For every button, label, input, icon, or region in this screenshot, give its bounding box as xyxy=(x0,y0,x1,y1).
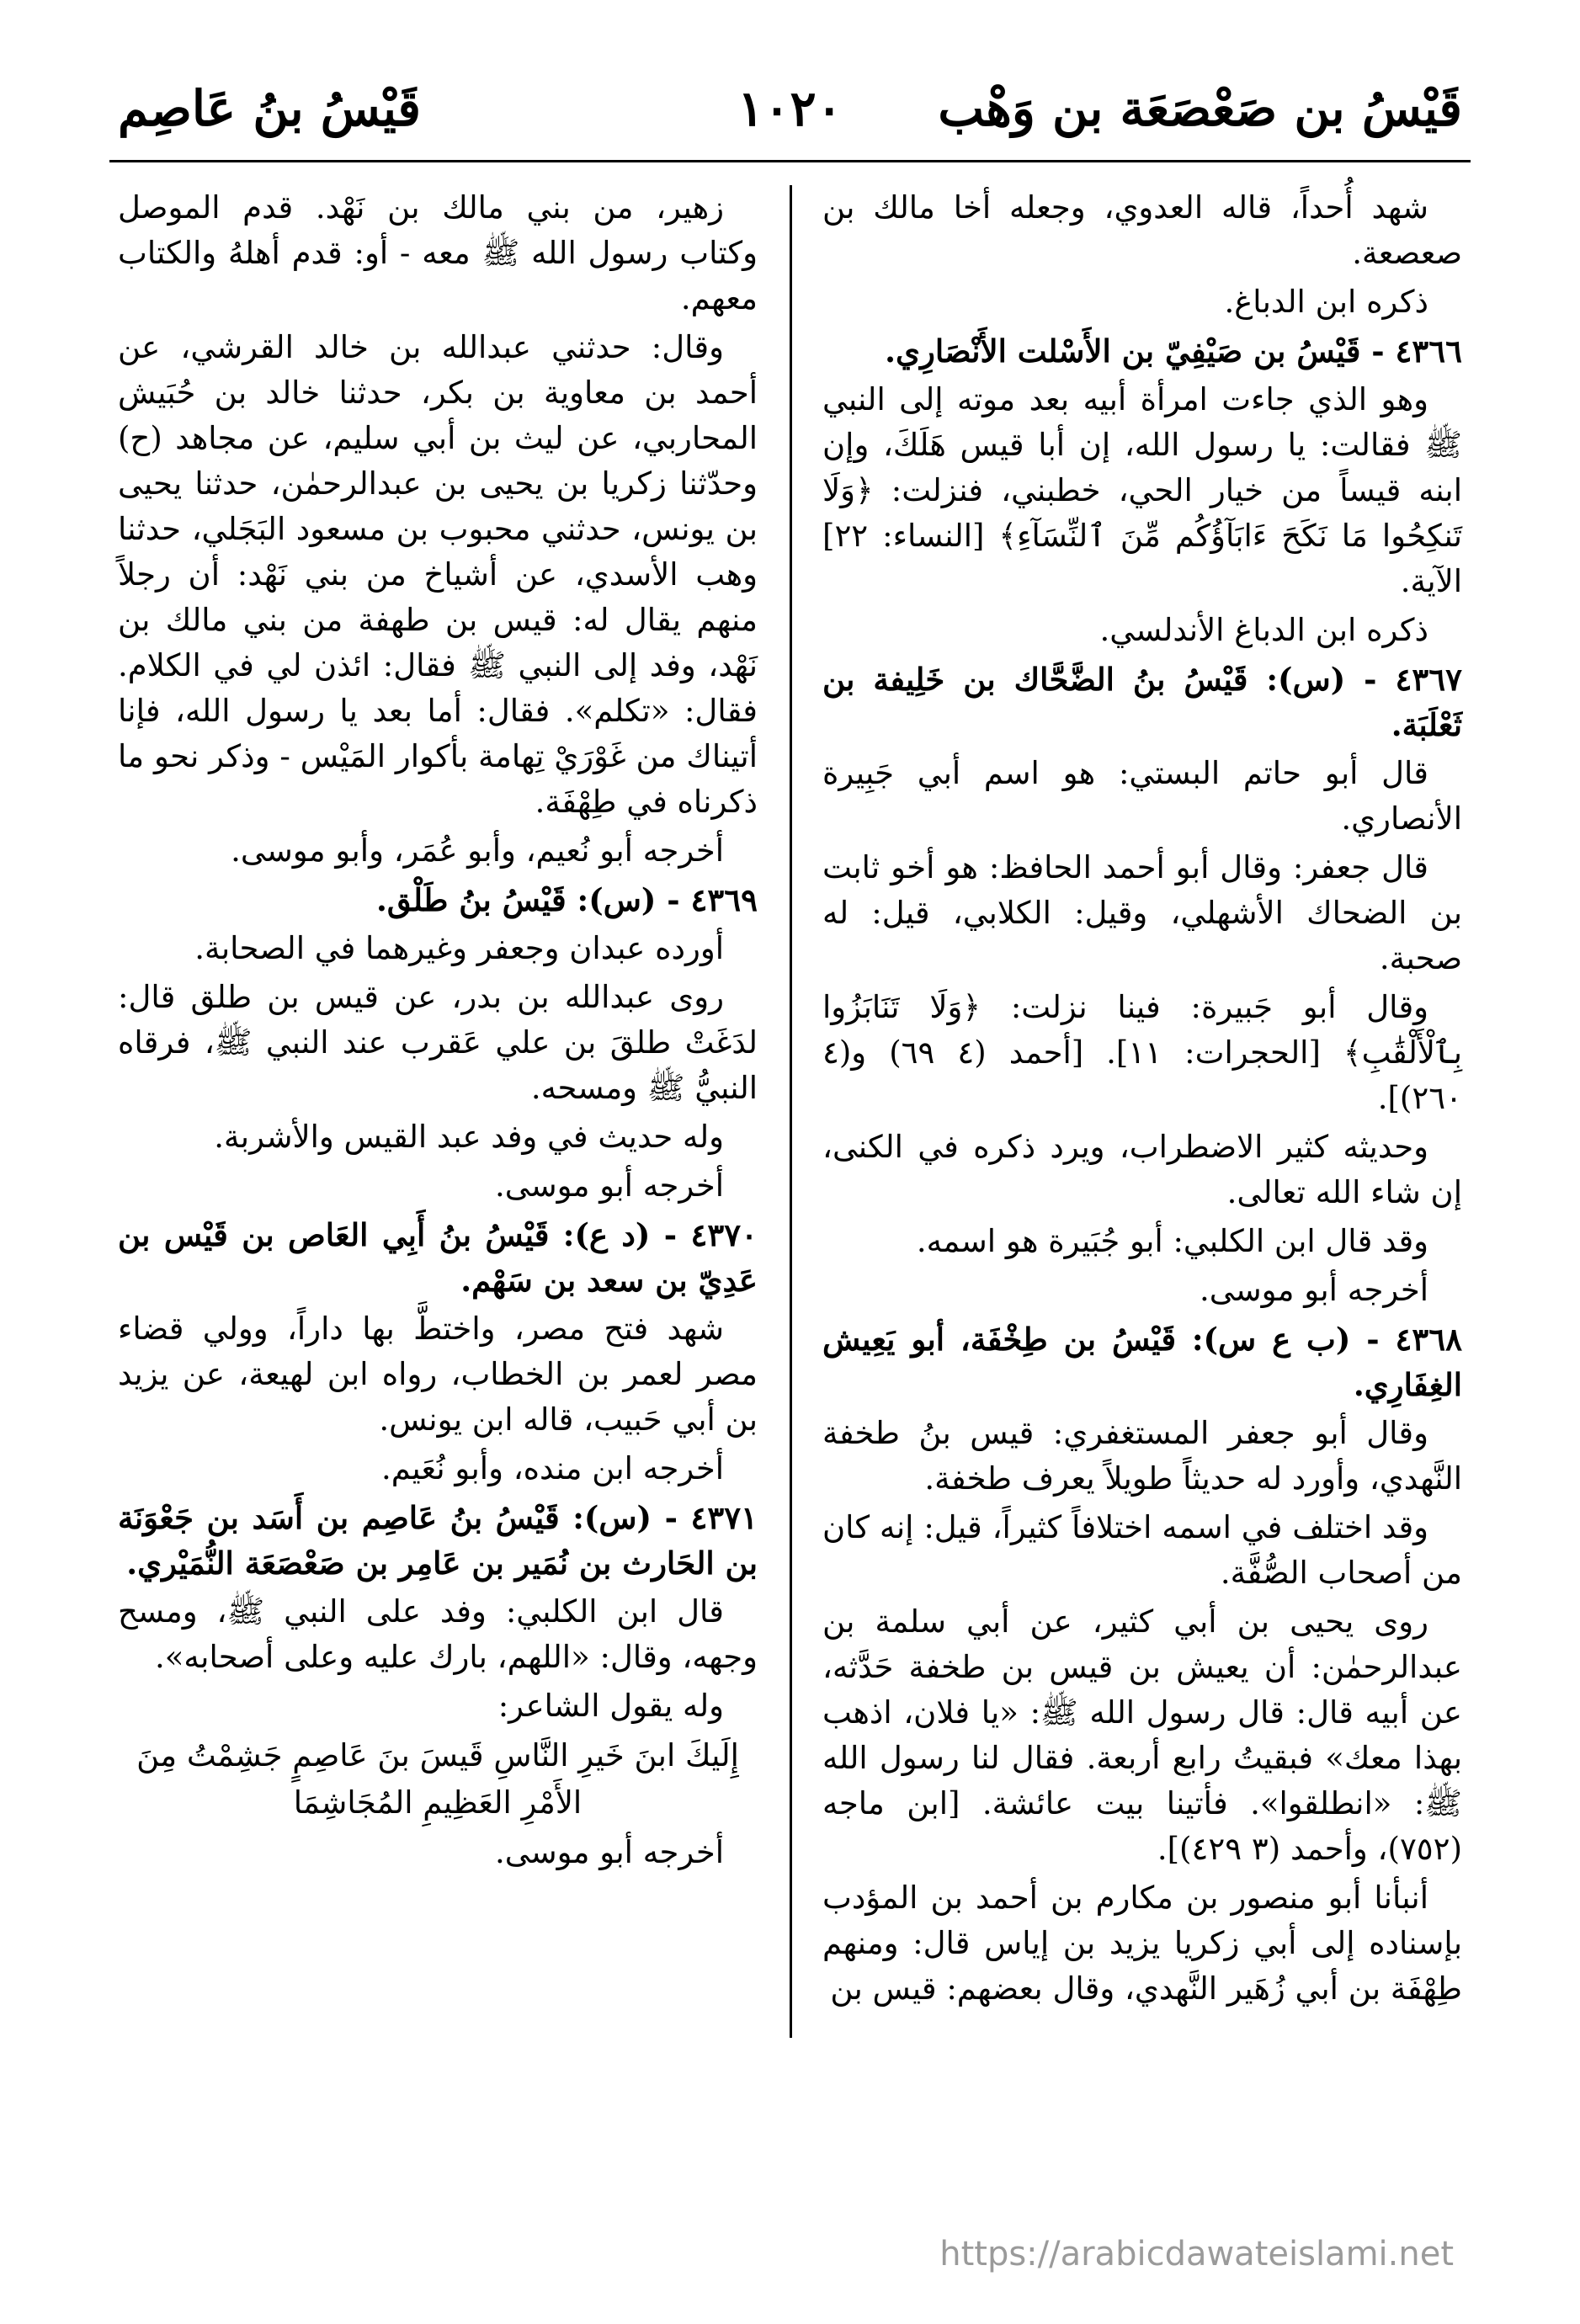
paragraph: وقد اختلف في اسمه اختلافاً كثيراً، قيل: إنه كان من أصحاب الصُّفَّة. xyxy=(822,1509,1462,1591)
paragraph: ذكره ابن الدباغ الأندلسي. xyxy=(1099,612,1428,648)
poetry-verse: إِلَيكَ ابنَ خَيرِ النَّاسِ قَيسَ بنَ عَاصِمٍ جَشِمْتُ مِنَ الأَمْرِ العَظِيمِ المُجَاشِمَا xyxy=(136,1737,739,1821)
paragraph: شهد فتح مصر، واختطَّ بها داراً، وولي قضاء مصر لعمر بن الخطاب، رواه ابن لهيعة، عن يزيد بن أبي حَبيب، قاله ابن يونس. xyxy=(118,1311,758,1438)
page-number: ١٠٢٠ xyxy=(737,80,843,137)
left-column xyxy=(118,185,758,1879)
header-left-title: قَيْسُ بنُ عَاصِم xyxy=(118,80,421,137)
paragraph: قال أبو حاتم البستي: هو اسم أبي جَبِيرة الأنصاري. xyxy=(822,755,1462,837)
paragraph: أخرجه أبو موسى. xyxy=(494,1167,724,1204)
entry-heading-4369: ٤٣٦٩ - (س): قَيْسُ بنُ طَلْق. xyxy=(375,881,758,918)
entry-heading-4371: ٤٣٧١ - (س): قَيْسُ بنُ عَاصِم بن أَسَد بن جَعْوَنَة بن الحَارث بن نُمَير بن عَامِر بن صَعْصَعَة النُّمَيْري. xyxy=(118,1499,758,1582)
paragraph: روى يحيى بن أبي كثير، عن أبي سلمة بن عبدالرحمٰن: أن يعيش بن قيس بن طخفة حَدَّثه، عن أبيه قال: قال رسول الله ﷺ: «يا فلان، اذهب بهذا معك» فبقيتُ رابع أربعة. فقال لنا رسول الله ﷺ: «انطلقوا». فأتينا بيت عائشة. [ابن ماجه (٧٥٢)، وأحمد (٣ ٤٢٩)]. xyxy=(822,1603,1462,1867)
column-divider xyxy=(790,185,792,2038)
paragraph: قال جعفر: وقال أبو أحمد الحافظ: هو أخو ثابت بن الضحاك الأشهلي، وقيل: الكلابي، قيل: له صحبة. xyxy=(822,849,1462,976)
paragraph: أورده عبدان وجعفر وغيرهما في الصحابة. xyxy=(194,930,724,966)
paragraph: وله حديث في وفد عبد القيس والأشربة. xyxy=(214,1119,724,1155)
entry-heading-4367: ٤٣٦٧ - (س): قَيْسُ بنُ الضَّحَّاك بن خَلِيفة بن ثَعْلَبَة. xyxy=(822,661,1462,743)
paragraph: أخرجه أبو موسى. xyxy=(494,1834,724,1870)
paragraph: أخرجه أبو نُعيم، وأبو عُمَر، وأبو موسى. xyxy=(231,832,724,869)
right-column xyxy=(822,185,1462,2015)
entry-heading-4366: ٤٣٦٦ - قَيْسُ بن صَيْفِيّ بن الأَسْلت الأَنْصَارِي. xyxy=(885,332,1462,370)
header-right-title: قَيْسُ بن صَعْصَعَة بن وَهْب xyxy=(938,80,1462,137)
paragraph: وهو الذي جاءت امرأة أبيه بعد موته إلى النبي ﷺ فقالت: يا رسول الله، إن أبا قيس هَلَكَ، وإن ابنه قيساً من خيار الحي، خطبني، فنزلت: ﴿وَلَا تَنكِحُوا مَا نَكَحَ ءَابَآؤُكُم مِّنَ ٱلنِّسَآءِ﴾ [النساء: ٢٢] الآية. xyxy=(822,381,1462,599)
paragraph: وقال أبو جعفر المستغفري: قيس بنُ طخفة النَّهدي، وأورد له حديثاً طويلاً يعرف طخفة. xyxy=(822,1415,1462,1497)
paragraph: وقد قال ابن الكلبي: أبو جُبَيرة هو اسمه. xyxy=(916,1223,1428,1259)
paragraph: ذكره ابن الدباغ. xyxy=(1224,284,1428,320)
paragraph: أخرجه أبو موسى. xyxy=(1199,1272,1428,1308)
paragraph: أنبأنا أبو منصور بن مكارم بن أحمد بن المؤدب بإسناده إلى أبي زكريا يزيد بن إياس قال: ومنهم طِهْفَة بن أبي زُهَير النَّهدي، وقال بعضهم: قيس بن xyxy=(822,1880,1462,2007)
page-header xyxy=(118,80,1462,156)
paragraph: أخرجه ابن منده، وأبو نُعَيم. xyxy=(380,1450,724,1486)
paragraph: شهد أُحداً، قاله العدوي، وجعله أخا مالك بن صعصعة. xyxy=(822,189,1462,271)
paragraph: روى عبدالله بن بدر، عن قيس بن طلق قال: لدَغَتْ طلقَ بن علي عَقرب عند النبي ﷺ، فرقاه النبيُّ ﷺ ومسحه. xyxy=(118,979,758,1106)
entry-heading-4370: ٤٣٧٠ - (د ع): قَيْسُ بنُ أَبِي العَاص بن قَيْس بن عَدِيّ بن سعد بن سَهْم. xyxy=(118,1216,758,1299)
entry-heading-4368: ٤٣٦٨ - (ب ع س): قَيْسُ بن طِخْفَة، أبو يَعِيش الغِفَارِي. xyxy=(822,1321,1462,1403)
paragraph: وحديثه كثير الاضطراب، ويرد ذكره في الكنى، إن شاء الله تعالى. xyxy=(822,1129,1462,1210)
paragraph: وله يقول الشاعر: xyxy=(497,1688,724,1724)
paragraph: وقال أبو جَبيرة: فينا نزلت: ﴿وَلَا تَنَابَزُوا بِٱلْأَلْقَٰبِ﴾ [الحجرات: ١١]. [أحمد (٤ ٦٩) و(٤ ٢٦٠)]. xyxy=(822,989,1462,1116)
paragraph: وقال: حدثني عبدالله بن خالد القرشي، عن أحمد بن معاوية بن بكر، حدثنا خالد بن حُبَيش المحاربي، عن ليث بن أبي سليم، عن مجاهد (ح) وحدّثنا زكريا بن يحيى بن عبدالرحمٰن، حدثنا يحيى بن يونس، حدثني محبوب بن مسعود البَجَلي، حدثنا وهب الأسدي، عن أشياخ من بني نَهْد: أن رجلاً منهم يقال له: قيس بن طهفة من بني مالك بن نَهْد، وفد إلى النبي ﷺ فقال: ائذن لي في الكلام. فقال: «تكلم». فقال: أما بعد يا رسول الله، فإنا أتيناك من غَوْرَيْ تِهامة بأكوار المَيْس - وذكر نحو ما ذكرناه في طِهْفَة. xyxy=(118,329,758,820)
paragraph: قال ابن الكلبي: وفد على النبي ﷺ، ومسح وجهه، وقال: «اللهم، بارك عليه وعلى أصحابه». xyxy=(118,1593,758,1675)
watermark-url: https://arabicdawateislami.net xyxy=(939,2235,1454,2273)
paragraph: زهير، من بني مالك بن نَهْد. قدم الموصل وكتاب رسول الله ﷺ معه - أو: قدم أهلهُ والكتاب معهم. xyxy=(118,189,758,316)
header-rule xyxy=(109,160,1471,162)
